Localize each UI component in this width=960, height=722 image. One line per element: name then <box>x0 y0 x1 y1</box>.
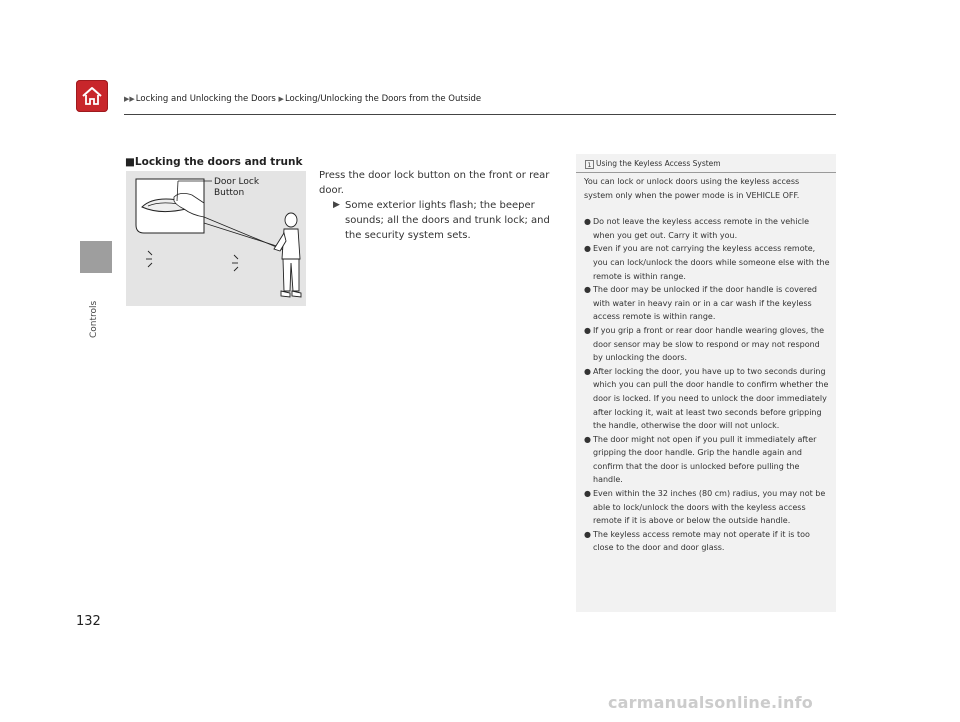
note-number-icon: 1 <box>585 160 594 169</box>
bullet-icon: ● <box>584 325 591 335</box>
breadcrumb-item[interactable]: Locking/Unlocking the Doors from the Outside <box>284 94 482 104</box>
breadcrumb-arrow-icon: ▶ <box>278 95 284 103</box>
note-title: 1 Using the Keyless Access System <box>585 159 721 169</box>
bullet-icon: ● <box>584 217 591 227</box>
list-item: ● The door might not open if you pull it immediately after gripping the door handle. Grip the handle again and confirm that the door is unlocked before pulling the handle. <box>584 434 817 485</box>
list-item: ● If you grip a front or rear door handle wearing gloves, the door sensor may be slow to respond or may not respond by unlocking the doors. <box>584 325 824 363</box>
header-divider <box>124 114 836 115</box>
result-arrow-icon: ▶ <box>333 200 340 210</box>
list-item: ● The door may be unlocked if the door handle is covered with water in heavy rain or in a car wash if the keyless access remote is within range. <box>584 285 817 322</box>
figure-callout <box>214 177 284 199</box>
section-tab[interactable] <box>80 241 112 273</box>
breadcrumb-item[interactable]: Locking and Unlocking the Doors <box>135 94 276 104</box>
instruction-text <box>319 168 564 243</box>
instruction-paragraph: Press the door lock button on the front or rear door. <box>319 170 550 196</box>
list-item: ● Do not leave the keyless access remote in the vehicle when you get out. Carry it with you. <box>584 217 810 240</box>
list-item: ● The keyless access remote may not operate if it is too close to the door and door glass. <box>584 529 810 553</box>
bullet-icon: ● <box>584 489 591 499</box>
bullet-icon: ● <box>584 529 591 539</box>
watermark: carmanualsonline.info <box>608 693 813 712</box>
breadcrumb <box>124 94 481 104</box>
list-item: ● Even within the 32 inches (80 cm) radius, you may not be able to lock/unlock the doors with the keyless access remote if it is above or below the outside handle. <box>584 489 826 526</box>
note-divider <box>576 172 836 173</box>
list-item: ● After locking the door, you have up to two seconds during which you can pull the door handle to confirm whether the door is locked. If you need to unlock the door immediately after locking it, wait at least two seconds before gripping the handle, otherwise the door will not unlock. <box>584 366 829 431</box>
note-list <box>584 215 830 555</box>
page-number: 132 <box>76 614 101 629</box>
note-intro: You can lock or unlock doors using the keyless access system only when the power mode is in VEHICLE OFF. <box>584 177 800 200</box>
bullet-icon: ● <box>584 244 591 254</box>
bullet-icon: ● <box>584 285 591 295</box>
list-item: ● Even if you are not carrying the keyless access remote, you can lock/unlock the doors while someone else with the remote is within range. <box>584 244 830 281</box>
section-tab-label: Controls <box>89 300 99 338</box>
note-body <box>584 175 830 555</box>
section-heading: ■Locking the doors and trunk <box>125 156 303 168</box>
callout-line: Button <box>214 188 245 198</box>
breadcrumb-arrow-icon: ▶▶ <box>124 95 135 103</box>
callout-line: Door Lock <box>214 177 260 187</box>
bullet-icon: ● <box>584 366 591 376</box>
bullet-icon: ● <box>584 434 591 444</box>
square-bullet-icon: ■ <box>125 156 135 168</box>
home-button[interactable] <box>76 80 108 112</box>
instruction-result: ▶ Some exterior lights flash; the beeper sounds; all the doors and trunk lock; and the security system sets. <box>333 200 550 241</box>
home-icon <box>81 85 103 107</box>
